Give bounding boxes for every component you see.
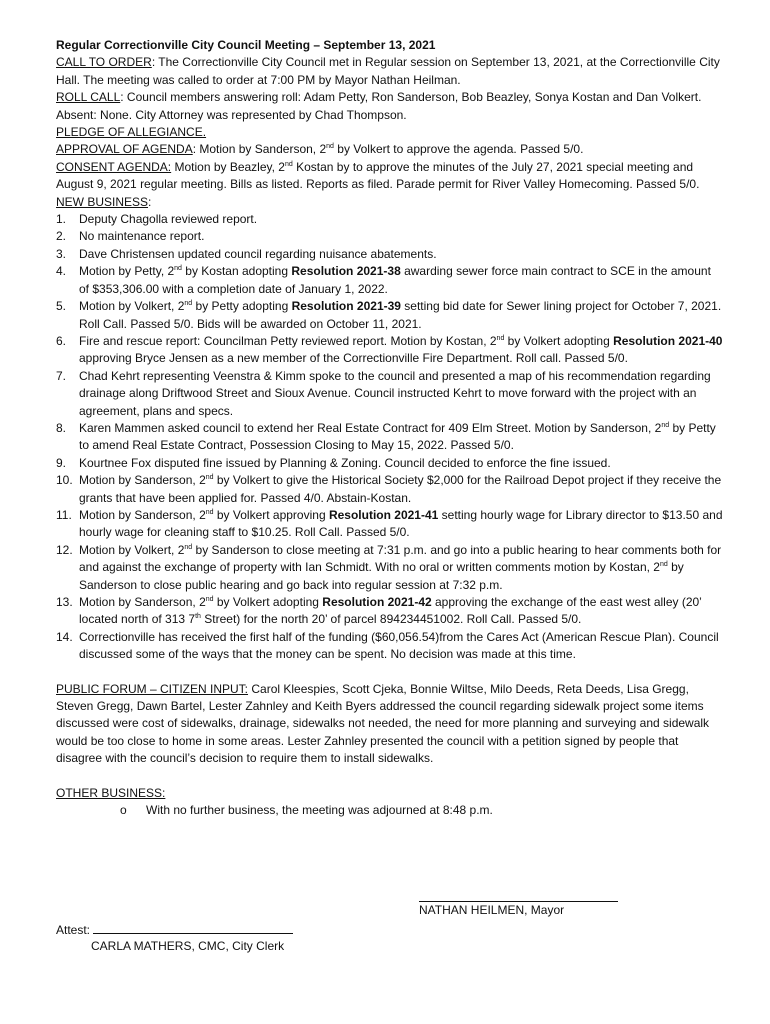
item-text: Motion by Sanderson, 2 [79, 595, 206, 609]
item-number: 10. [56, 473, 73, 488]
adjourn-text: With no further business, the meeting was adjourned at 8:48 p.m. [146, 803, 493, 818]
resolution-number: Resolution 2021-38 [291, 264, 401, 279]
approval-agenda-label: APPROVAL OF AGENDA [56, 142, 193, 157]
item-text: Deputy Chagolla reviewed report. [79, 212, 258, 227]
new-business-list [56, 211, 724, 664]
list-item [56, 420, 724, 455]
ordinal-suffix: th [195, 613, 201, 621]
list-item [56, 542, 724, 594]
pledge-heading: PLEDGE OF ALLEGIANCE. [56, 125, 207, 140]
list-item [56, 228, 724, 245]
list-item [56, 263, 724, 298]
item-number: 14. [56, 629, 73, 644]
ordinal-suffix: nd [205, 474, 214, 482]
item-text: Karen Mammen asked council to extend her Real Estate Contract for 409 Elm Street. Motion by Sanderson, 2 [79, 420, 662, 435]
item-text: Motion by Sanderson, 2 [79, 507, 206, 522]
roll-call-paragraph [56, 89, 724, 124]
item-text: approving the exchange of the east west alley (20’ located north of 313 7 [79, 595, 702, 627]
item-text: Dave Christensen updated council regarding nuisance abatements. [79, 246, 437, 261]
item-number: 9. [56, 455, 67, 470]
item-text: awarding sewer force main contract to SCE in the amount of $353,306.00 with a completion date of January 1, 2022. [79, 264, 711, 296]
item-text: Chad Kehrt representing Veenstra & Kimm spoke to the council and presented a map of his recommendation regarding drainage along Driftwood Street and Sioux Avenue. Council instructed Kehrt to move forward with the project with an agreement, plans and specs. [79, 368, 711, 418]
approval-agenda-paragraph [56, 141, 724, 158]
item-text: by Volkert adopting [504, 333, 614, 348]
list-item [56, 298, 724, 333]
consent-agenda-label: CONSENT AGENDA: [56, 159, 172, 174]
item-text: Street) for the north 20’ of parcel 894234451002. Roll Call. Passed 5/0. [200, 612, 582, 627]
item-text: approving Bryce Jensen as a new member of the Correctionville Fire Department. Roll call. Passed 5/0. [79, 351, 628, 366]
other-business-heading: OTHER BUSINESS: [56, 785, 166, 800]
circle-bullet-icon: o [120, 803, 127, 818]
roll-call-label: ROLL CALL [56, 90, 121, 105]
item-number: 5. [56, 299, 67, 314]
list-item [56, 246, 724, 263]
ordinal-suffix: nd [184, 543, 193, 551]
list-item [56, 368, 724, 420]
ordinal-suffix: nd [659, 561, 668, 569]
resolution-number: Resolution 2021-42 [322, 595, 432, 609]
mayor-name: NATHAN HEILMEN, Mayor [419, 903, 565, 917]
item-number: 2. [56, 229, 67, 244]
item-text: by Volkert adopting [213, 595, 323, 609]
attest-signature-line [93, 921, 293, 934]
public-forum-text: Carol Kleespies, Scott Cjeka, Bonnie Wiltse, Milo Deeds, Reta Deeds, Lisa Gregg, Steven Gregg, Dawn Bartel, Lester Zahnley and Keith Byers addressed the council regarding sidewalk project some items discussed were cost of sidewalks, drainage, sidewalks not needed, the need for more planning and surveying and sidewalk would be too close to home in some areas. Lester Zahnley presented the council with a petition signed by people that disagree with the council’s decision to require them to install sidewalks. [56, 681, 710, 766]
item-number: 12. [56, 542, 73, 557]
ordinal-suffix: nd [205, 596, 214, 603]
public-forum-paragraph [56, 681, 724, 768]
new-business-colon: : [148, 194, 152, 209]
minutes-document [56, 37, 724, 819]
public-forum-label: PUBLIC FORUM – CITIZEN INPUT: [56, 681, 249, 696]
item-number: 13. [56, 595, 73, 609]
mayor-signature-block [419, 887, 629, 919]
attest-label: Attest: [56, 923, 91, 937]
consent-agenda-paragraph [56, 159, 724, 194]
spacer [56, 768, 724, 785]
list-item [56, 455, 724, 472]
ordinal-suffix: nd [205, 508, 214, 516]
item-text: by Sanderson to close public hearing and go back into regular session at 7:32 p.m. [79, 560, 684, 592]
item-text: Motion by Petty, 2 [79, 264, 175, 279]
approval-agenda-text: : Motion by Sanderson, 2 [192, 142, 327, 157]
item-text: by Volkert approving [213, 507, 329, 522]
spacer [56, 664, 724, 681]
item-text: Motion by Volkert, 2 [79, 299, 185, 314]
list-item [56, 629, 724, 664]
item-text: by Volkert to give the Historical Society $2,000 for the Railroad Depot project if they receive the grants that have been applied for. Passed 4/0. Abstain-Kostan. [79, 473, 722, 505]
item-text: setting bid date for Sewer lining project for October 7, 2021. Roll Call. Passed 5/0. Bids will be awarded on October 11, 2021. [79, 299, 722, 331]
consent-agenda-text: Motion by Beazley, 2 [171, 159, 285, 174]
resolution-number: Resolution 2021-40 [613, 333, 723, 348]
list-item [56, 472, 724, 507]
item-number: 4. [56, 264, 67, 279]
roll-call-text: : Council members answering roll: Adam Petty, Ron Sanderson, Bob Beazley, Sonya Kostan and Dan Volkert. Absent: None. City Attorney was represented by Chad Thompson. [56, 90, 702, 122]
consent-agenda-text: Kostan by to approve the minutes of the July 27, 2021 special meeting and August 9, 2021 regular meeting. Bills as listed. Reports as filed. Parade permit for River Valley Homecoming. Passed 5/0. [56, 159, 700, 192]
call-to-order-text: : The Correctionville City Council met in Regular session on September 13, 2021, at the Correctionville City Hall. The meeting was called to order at 7:00 PM by Mayor Nathan Heilman. [56, 55, 720, 87]
mayor-signature-line [419, 887, 618, 902]
item-text: by Petty to amend Real Estate Contract, Possession Closing to May 15, 2022. Passed 5/0. [79, 420, 716, 453]
item-text: by Petty adopting [192, 299, 292, 314]
item-text: Kourtnee Fox disputed fine issued by Planning & Zoning. Council decided to enforce the fine issued. [79, 455, 611, 470]
resolution-number: Resolution 2021-41 [328, 507, 439, 522]
item-text: by Sanderson to close meeting at 7:31 p.m. and go into a public hearing to hear comments both for and against the exchange of property with Ian Schmidt. With no oral or written comments motion by Kostan, 2 [79, 542, 722, 575]
item-number: 6. [56, 333, 67, 348]
list-item [56, 333, 724, 368]
item-number: 1. [56, 212, 67, 227]
attest-block [56, 921, 293, 939]
item-text: by Kostan adopting [181, 264, 292, 279]
item-number: 8. [56, 420, 67, 435]
list-item [56, 594, 724, 629]
call-to-order-paragraph [56, 54, 724, 89]
other-business-item [56, 802, 724, 819]
item-text: Motion by Sanderson, 2 [79, 473, 206, 488]
ordinal-suffix: nd [284, 160, 293, 168]
item-text: Correctionville has received the first half of the funding ($60,056.54)from the Cares Act (American Rescue Plan). Council discussed some of the ways that the money can be spent. No decision was made at this time. [79, 629, 719, 662]
item-number: 3. [56, 246, 67, 261]
new-business-label: NEW BUSINESS [56, 194, 149, 209]
resolution-number: Resolution 2021-39 [291, 299, 401, 314]
ordinal-suffix: nd [184, 300, 193, 308]
approval-agenda-text: by Volkert to approve the agenda. Passed 5/0. [333, 142, 584, 157]
new-business-heading [56, 194, 724, 211]
item-text: setting hourly wage for Library director to $13.50 and hourly wage for cleaning staff to $10.25. Roll Call. Passed 5/0. [79, 507, 723, 540]
ordinal-suffix: nd [661, 421, 670, 429]
item-text: Fire and rescue report: Councilman Petty reviewed report. Motion by Kostan, 2 [79, 333, 497, 348]
list-item [56, 507, 724, 542]
list-item [56, 211, 724, 228]
ordinal-suffix: nd [326, 143, 334, 151]
item-number: 11. [56, 507, 72, 522]
item-text: No maintenance report. [79, 229, 205, 244]
call-to-order-label: CALL TO ORDER [56, 55, 152, 70]
ordinal-suffix: nd [174, 265, 182, 273]
item-text: Motion by Volkert, 2 [79, 542, 185, 557]
ordinal-suffix: nd [496, 334, 505, 342]
item-number: 7. [56, 368, 67, 383]
clerk-name: CARLA MATHERS, CMC, City Clerk [91, 939, 285, 953]
document-title: Regular Correctionville City Council Meeting – September 13, 2021 [56, 38, 436, 52]
